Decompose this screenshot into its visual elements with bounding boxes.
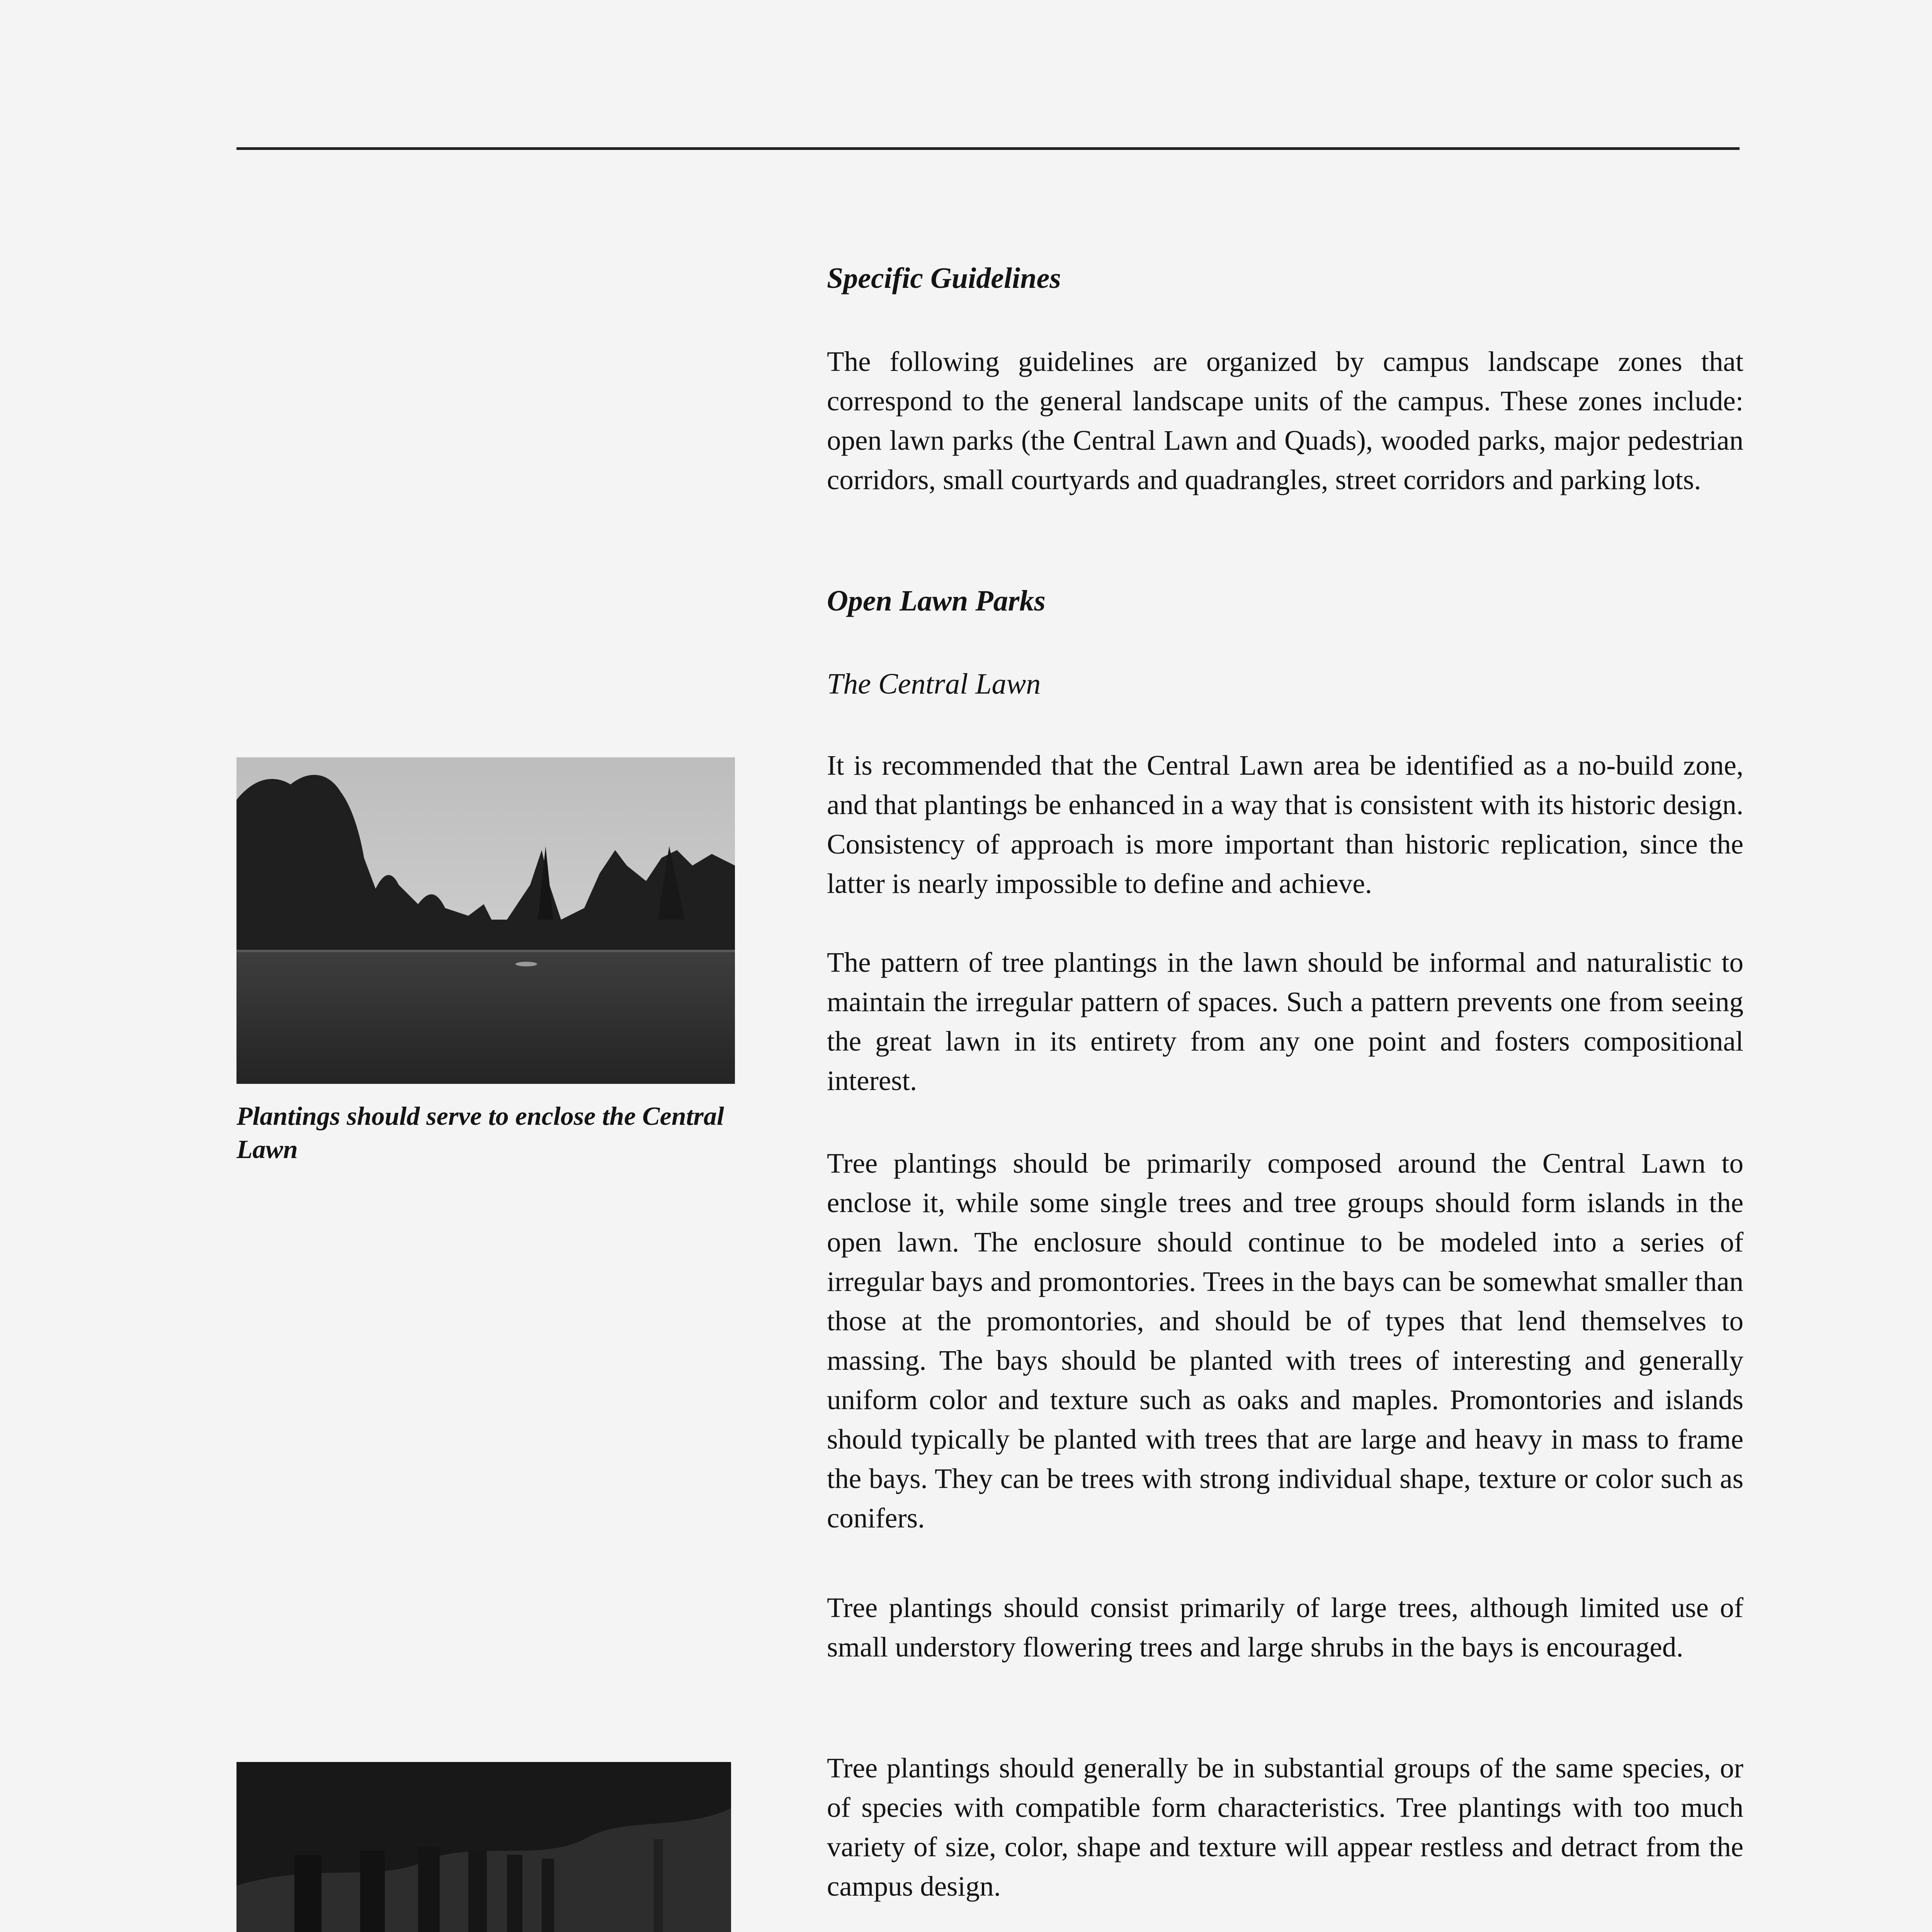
central-lawn-photo — [236, 757, 735, 1084]
central-lawn-caption: Plantings should serve to enclose the Central Lawn — [236, 1101, 724, 1164]
paragraph-text: Tree plantings should consist primarily of large trees, although limited use of small understory flowering trees and large shrubs in the bays is encouraged. — [827, 1592, 1743, 1663]
paragraph-text: Tree plantings should be primarily composed around the Central Lawn to enclose it, while some single trees and tree groups should form islands in the open lawn. The enclosure should continue to be modeled into a series of irregular bays and promontories. Trees in the bays can be somewhat smaller than those at the promontories, and should be of types that lend themselves to massing. The bays should be planted with trees of interesting and generally uniform color and texture such as oaks and maples. Promontories and islands should typically be planted with trees that are large and heavy in mass to frame the bays. They can be trees with strong individual shape, texture or color such as conifers. — [827, 1148, 1743, 1534]
top-rule — [236, 147, 1740, 150]
paragraph-text: Tree plantings should generally be in substantial groups of the same species, or of species with compatible form characteristics. Tree plantings with too much variety of size, color, shape and texture will appear restless and detract from the campus design. — [827, 1752, 1743, 1902]
paragraph-4 — [827, 1144, 1743, 1538]
heading-central-lawn: The Central Lawn — [827, 668, 1041, 700]
heading-block-open-lawn — [827, 582, 1743, 620]
heading-specific-guidelines: Specific Guidelines — [827, 262, 1061, 294]
main-text-column — [827, 259, 1743, 298]
paragraph-1 — [827, 342, 1743, 500]
heading-open-lawn-parks: Open Lawn Parks — [827, 585, 1046, 617]
paragraph-2 — [827, 746, 1743, 903]
paragraph-text: It is recommended that the Central Lawn area be identified as a no-build zone, and that plantings be enhanced in a way that is consistent with its historic design. Consistency of approach is more important than historic replication, since the latter is nearly impossible to define and achieve. — [827, 750, 1743, 899]
corridor-trees-photo — [236, 1762, 731, 1932]
heading-block-central-lawn — [827, 665, 1743, 703]
paragraph-6 — [827, 1748, 1743, 1906]
paragraph-5 — [827, 1588, 1743, 1667]
paragraph-3 — [827, 943, 1743, 1100]
paragraph-text: The following guidelines are organized by campus landscape zones that correspond to the general landscape units of the campus. These zones include: open lawn parks (the Central Lawn and Quads), wooded parks, major pedestrian corridors, small courtyards and quadrangles, street corridors and parking lots. — [827, 346, 1743, 495]
paragraph-text: The pattern of tree plantings in the lawn should be informal and naturalistic to maintain the irregular pattern of spaces. Such a pattern prevents one from seeing the great lawn in its entirety from any one point and fosters compositional interest. — [827, 947, 1743, 1096]
